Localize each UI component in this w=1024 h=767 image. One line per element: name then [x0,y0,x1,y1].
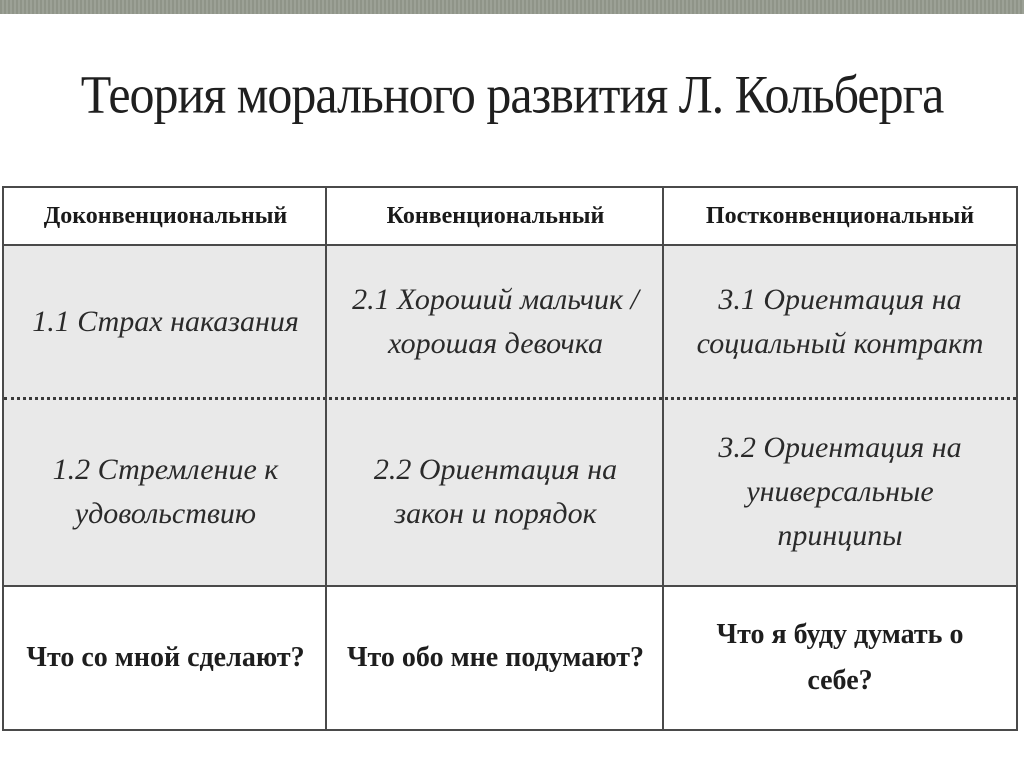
question-text: Что я буду думать о себе? [716,619,964,696]
question-text: Что со мной сделают? [26,642,305,673]
stage-1-1 [4,246,327,398]
stage-text: 3.2 Ориентация на универсальные принципы [718,430,962,552]
question-text: Что обо мне подумают? [347,642,644,673]
dotted-divider [4,397,1016,400]
stage-2-2 [327,398,664,585]
column-divider [325,188,327,729]
stage-3-2 [664,398,1016,585]
header-label: Постконвенциональный [705,203,975,229]
slide-title: Теория морального развития Л. Кольберга [80,63,944,125]
stage-3-1 [664,246,1016,398]
column-divider [662,188,664,729]
stage-1-2 [4,398,327,585]
header-postconventional [664,188,1016,246]
kohlberg-table [2,186,1018,731]
header-label: Конвенциональный [386,203,605,229]
stage-text: 1.2 Стремление к удовольствию [52,452,279,530]
stage-text: 2.2 Ориентация на закон и порядок [373,452,618,530]
stage-text: 1.1 Страх наказания [32,305,299,338]
stage-2-1 [327,246,664,398]
stage-text: 2.1 Хороший мальчик / хорошая девочка [352,283,639,360]
header-label: Доконвенциональный [43,203,288,229]
top-decorative-bar [0,0,1024,14]
stage-text: 3.1 Ориентация на социальный контракт [696,283,984,360]
question-preconventional [4,585,327,729]
question-conventional [327,585,664,729]
question-postconventional [664,585,1016,729]
header-preconventional [4,188,327,246]
header-conventional [327,188,664,246]
